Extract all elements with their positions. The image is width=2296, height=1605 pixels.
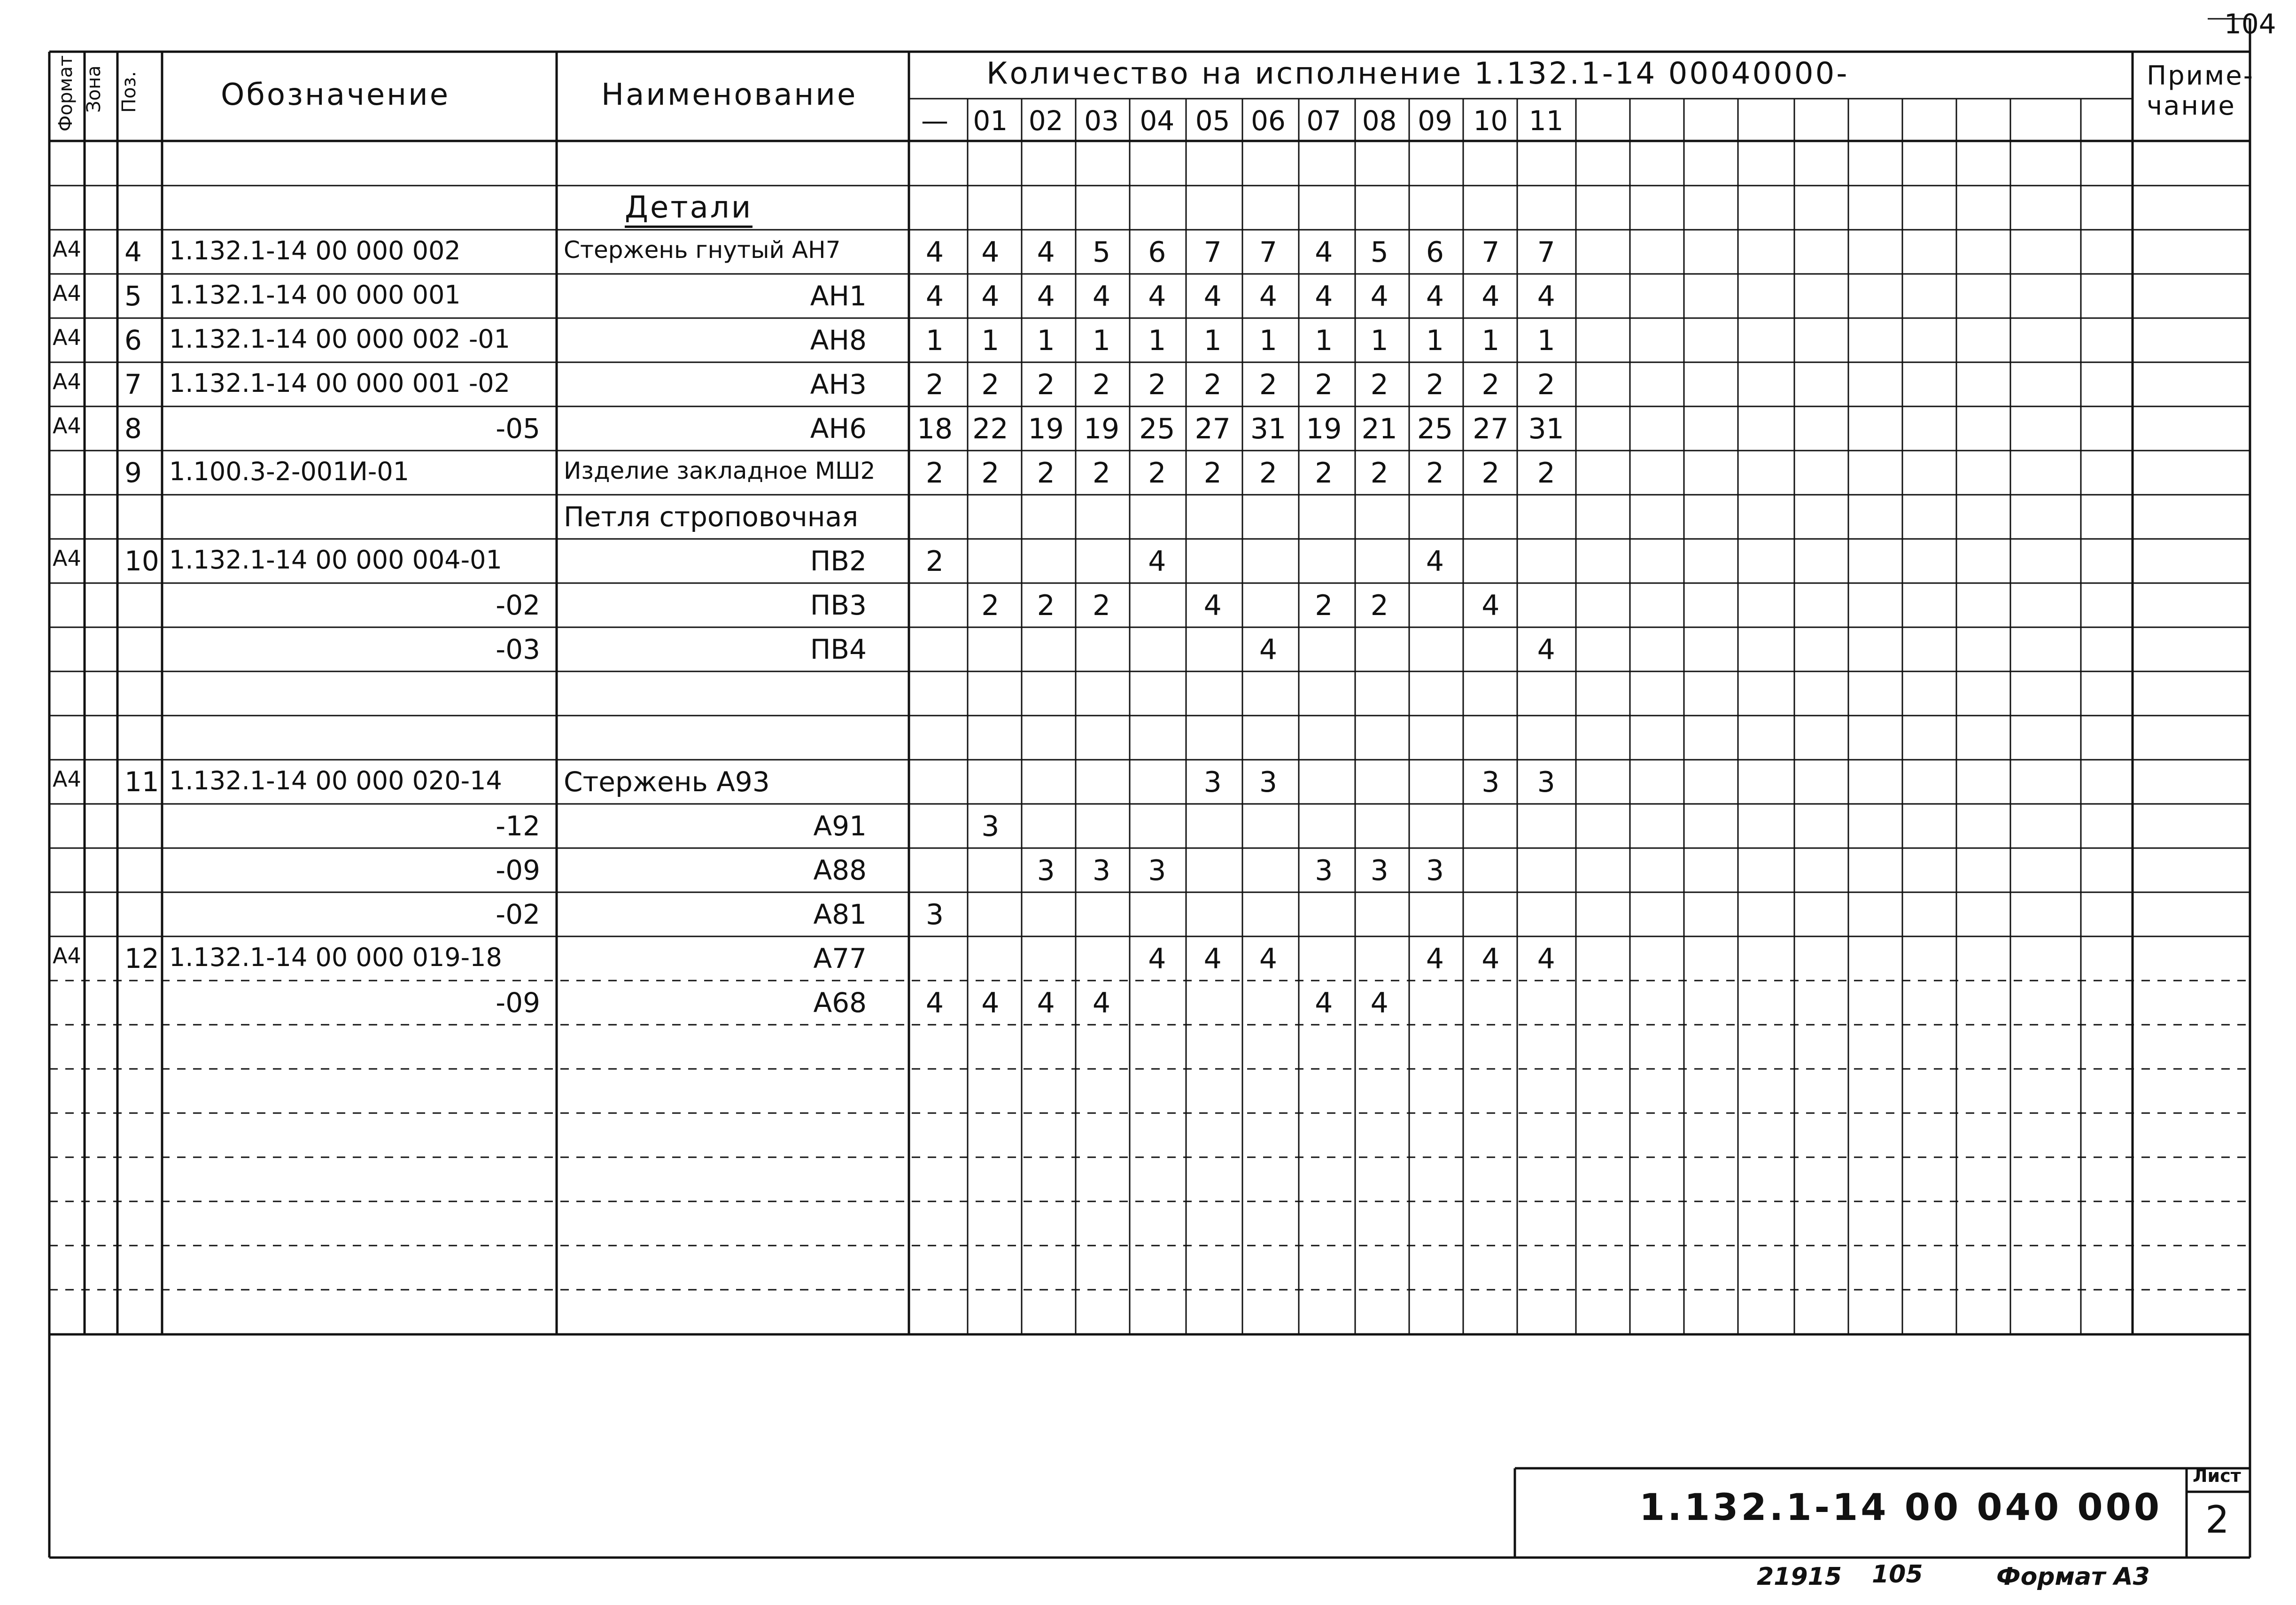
row-qty-3: 3 [1092,854,1111,887]
variant-header-03: 03 [1084,105,1119,137]
row-designation: 1.132.1-14 00 000 002 -01 [169,324,511,354]
row-qty-11: 2 [1537,457,1555,490]
row-qty-5: 1 [1203,324,1222,357]
variant-header-04: 04 [1140,105,1175,137]
row-qty-4: 4 [1148,280,1166,313]
row-qty-9: 3 [1426,854,1444,887]
row-qty-7: 3 [1315,854,1333,887]
row-designation: -05 [496,413,540,444]
row-pos: 6 [124,324,142,356]
row-name: АН8 [810,324,867,356]
row-qty-4: 6 [1148,236,1166,269]
row-qty-1: 4 [981,987,1000,1020]
row-name: АН6 [810,413,867,444]
row-qty-6: 2 [1259,368,1278,401]
row-qty-0: 4 [925,236,944,269]
row-name: Стержень гнутый АН7 [564,236,841,264]
row-qty-10: 4 [1482,280,1500,313]
row-qty-7: 2 [1315,457,1333,490]
row-designation: -03 [496,633,540,665]
row-qty-0: 2 [925,368,944,401]
row-qty-10: 7 [1482,236,1500,269]
row-qty-7: 2 [1315,368,1333,401]
row-qty-9: 1 [1426,324,1444,357]
row-qty-3: 2 [1092,368,1111,401]
row-format: А4 [53,413,81,438]
row-qty-10: 3 [1482,766,1500,799]
row-qty-1: 1 [981,324,1000,357]
row-qty-10: 2 [1482,457,1500,490]
row-designation: 1.132.1-14 00 000 002 [169,236,461,265]
row-qty-9: 6 [1426,236,1444,269]
row-qty-3: 1 [1092,324,1111,357]
row-qty-1: 2 [981,457,1000,490]
row-qty-3: 2 [1092,457,1111,490]
row-qty-10: 4 [1482,943,1500,975]
row-designation: -02 [496,589,540,621]
row-qty-7: 2 [1315,589,1333,622]
row-qty-1: 2 [981,589,1000,622]
row-qty-6: 4 [1259,280,1278,313]
row-designation: -02 [496,898,540,930]
row-qty-5: 2 [1203,368,1222,401]
row-qty-1: 4 [981,280,1000,313]
footer-page: 105 [1872,1560,1923,1589]
row-qty-2: 2 [1037,368,1055,401]
row-qty-10: 4 [1482,589,1500,622]
variant-header-base: — [921,105,948,137]
row-qty-6: 3 [1259,766,1278,799]
row-name: Стержень А93 [564,766,770,798]
variant-header-07: 07 [1306,105,1342,137]
row-qty-8: 4 [1370,987,1388,1020]
variant-header-11: 11 [1528,105,1564,137]
row-qty-3: 4 [1092,280,1111,313]
row-qty-8: 2 [1370,457,1388,490]
header-name: Наименование [601,78,858,112]
row-qty-2: 19 [1028,413,1064,445]
row-name: ПВ4 [810,633,867,665]
row-qty-6: 2 [1259,457,1278,490]
row-qty-1: 22 [972,413,1008,445]
row-qty-4: 1 [1148,324,1166,357]
row-name: ПВ3 [810,589,867,621]
row-qty-5: 27 [1195,413,1231,445]
row-qty-8: 2 [1370,368,1388,401]
row-name: Петля строповочная [564,501,859,533]
row-qty-5: 4 [1203,280,1222,313]
variant-header-01: 01 [973,105,1008,137]
stamp-sheet-number: 2 [2205,1498,2229,1542]
row-qty-3: 2 [1092,589,1111,622]
row-format: А4 [53,545,81,571]
row-format: А4 [53,236,81,262]
row-qty-2: 4 [1037,987,1055,1020]
row-designation: 1.132.1-14 00 000 001 -02 [169,368,511,398]
row-qty-6: 1 [1259,324,1278,357]
row-qty-2: 3 [1037,854,1055,887]
row-pos: 4 [124,236,142,268]
row-qty-4: 25 [1139,413,1175,445]
row-name: А77 [813,943,867,974]
row-format: А4 [53,280,81,306]
header-note: Приме-чание [2147,61,2254,122]
row-name: А68 [813,987,867,1019]
row-designation: 1.132.1-14 00 000 019-18 [169,943,502,972]
row-qty-4: 2 [1148,457,1166,490]
row-designation: -09 [496,987,540,1019]
footer-inventory: 21915 [1757,1563,1842,1591]
row-qty-6: 31 [1250,413,1287,445]
row-qty-1: 4 [981,236,1000,269]
row-qty-8: 4 [1370,280,1388,313]
row-name: Изделие закладное МШ2 [564,457,876,484]
variant-header-06: 06 [1251,105,1286,137]
row-qty-11: 4 [1537,943,1555,975]
row-designation: 1.100.3-2-001И-01 [169,457,410,486]
row-name: А91 [813,810,867,842]
row-qty-8: 21 [1361,413,1397,445]
row-format: А4 [53,943,81,968]
row-qty-11: 4 [1537,280,1555,313]
row-name: ПВ2 [810,545,867,577]
row-qty-11: 3 [1537,766,1555,799]
row-qty-5: 2 [1203,457,1222,490]
row-pos: 11 [124,766,159,798]
header-designation: Обозначение [221,78,450,112]
row-pos: 5 [124,280,142,312]
row-qty-2: 4 [1037,280,1055,313]
variant-header-08: 08 [1362,105,1397,137]
row-format: А4 [53,369,81,394]
row-format: А4 [53,766,81,792]
header-format: Формат [55,55,77,132]
row-qty-9: 4 [1426,943,1444,975]
stamp-document-code: 1.132.1-14 00 040 000 [1639,1487,2163,1529]
row-qty-5: 7 [1203,236,1222,269]
row-qty-8: 1 [1370,324,1388,357]
row-qty-6: 7 [1259,236,1278,269]
row-qty-10: 2 [1482,368,1500,401]
row-qty-3: 5 [1092,236,1111,269]
row-qty-0: 2 [925,545,944,578]
row-name: А81 [813,898,867,930]
row-qty-9: 4 [1426,280,1444,313]
row-qty-8: 5 [1370,236,1388,269]
row-qty-7: 4 [1315,987,1333,1020]
row-qty-9: 2 [1426,457,1444,490]
footer-format: Формат А3 [1996,1563,2150,1591]
row-qty-5: 3 [1203,766,1222,799]
row-qty-3: 4 [1092,987,1111,1020]
row-qty-6: 4 [1259,943,1278,975]
row-qty-4: 3 [1148,854,1166,887]
row-qty-1: 3 [981,810,1000,843]
row-qty-2: 1 [1037,324,1055,357]
variant-header-02: 02 [1028,105,1063,137]
row-qty-0: 4 [925,987,944,1020]
row-qty-0: 18 [916,413,953,445]
section-details: Детали [625,193,752,228]
row-name: А88 [813,854,867,886]
header-zone: Зона [83,65,105,113]
page-number: 104 [2224,8,2276,40]
row-qty-4: 4 [1148,545,1166,578]
row-qty-7: 1 [1315,324,1333,357]
stamp-sheet-label: Лист [2193,1465,2241,1486]
row-designation: 1.132.1-14 00 000 004-01 [169,545,502,575]
variant-header-10: 10 [1473,105,1508,137]
row-qty-4: 2 [1148,368,1166,401]
row-format: А4 [53,325,81,350]
row-name: АН1 [810,280,867,312]
row-qty-5: 4 [1203,943,1222,975]
header-pos: Поз. [118,71,140,113]
header-quantity: Количество на исполнение 1.132.1-14 00040000- [986,56,1849,91]
row-qty-8: 3 [1370,854,1388,887]
row-pos: 9 [124,457,142,489]
row-qty-0: 4 [925,280,944,313]
row-qty-4: 4 [1148,943,1166,975]
row-qty-11: 1 [1537,324,1555,357]
row-pos: 7 [124,368,142,400]
row-qty-7: 4 [1315,280,1333,313]
row-qty-2: 4 [1037,236,1055,269]
row-designation: -12 [496,810,540,842]
row-designation: -09 [496,854,540,886]
row-qty-9: 2 [1426,368,1444,401]
row-qty-5: 4 [1203,589,1222,622]
row-qty-3: 19 [1083,413,1120,445]
row-qty-6: 4 [1259,633,1278,666]
row-qty-9: 25 [1417,413,1453,445]
variant-header-09: 09 [1418,105,1452,137]
row-qty-7: 4 [1315,236,1333,269]
row-pos: 12 [124,943,159,974]
row-designation: 1.132.1-14 00 000 001 [169,280,461,310]
row-qty-8: 2 [1370,589,1388,622]
row-qty-1: 2 [981,368,1000,401]
row-qty-2: 2 [1037,457,1055,490]
row-qty-0: 1 [925,324,944,357]
row-name: АН3 [810,368,867,400]
row-pos: 10 [124,545,159,577]
row-qty-11: 7 [1537,236,1555,269]
row-qty-9: 4 [1426,545,1444,578]
row-qty-7: 19 [1306,413,1342,445]
row-qty-11: 4 [1537,633,1555,666]
row-qty-2: 2 [1037,589,1055,622]
row-designation: 1.132.1-14 00 000 020-14 [169,766,502,795]
row-qty-10: 1 [1482,324,1500,357]
row-qty-11: 31 [1528,413,1564,445]
row-pos: 8 [124,413,142,444]
row-qty-0: 3 [925,898,944,931]
row-qty-10: 27 [1473,413,1509,445]
row-qty-11: 2 [1537,368,1555,401]
row-qty-0: 2 [925,457,944,490]
variant-header-05: 05 [1195,105,1230,137]
